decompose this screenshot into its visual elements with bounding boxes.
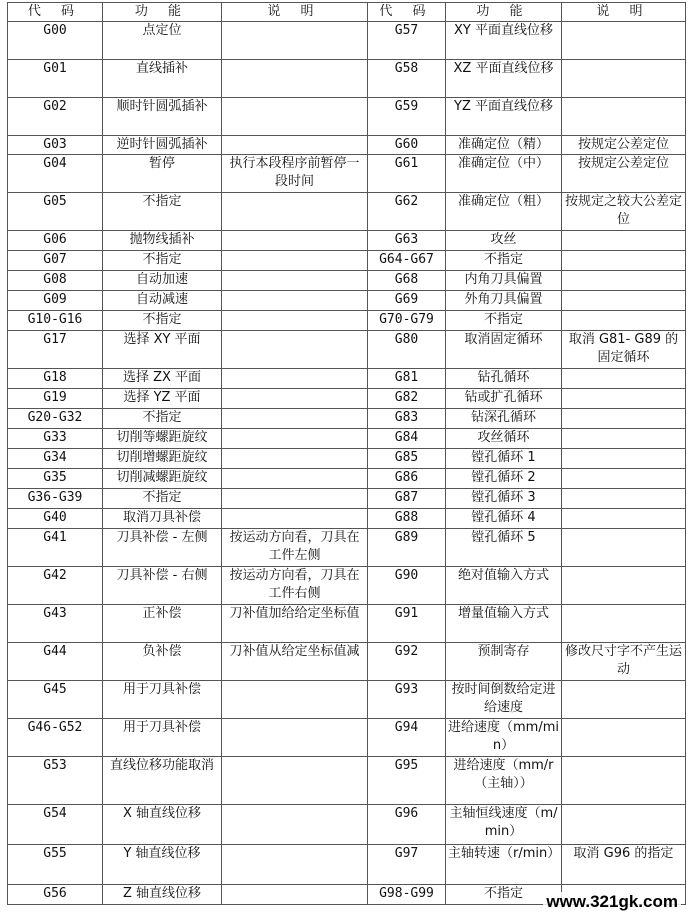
header-function-right: 功 能 xyxy=(446,3,562,22)
cell-function-right: 进给速度（mm/r（主轴）） xyxy=(446,757,562,805)
table-row xyxy=(8,719,686,757)
cell-note-right xyxy=(562,409,686,429)
gcode-table xyxy=(7,2,686,905)
cell-note-left xyxy=(222,311,368,331)
table-row xyxy=(8,193,686,231)
cell-code-left: G54 xyxy=(8,805,103,845)
cell-code-left: G07 xyxy=(8,251,103,271)
cell-code-left: G18 xyxy=(8,369,103,389)
cell-code-right: G88 xyxy=(368,509,446,529)
cell-note-left xyxy=(222,98,368,136)
cell-function-left: 切削减螺距旋纹 xyxy=(103,469,222,489)
cell-function-right: XY 平面直线位移 xyxy=(446,22,562,60)
cell-code-left: G55 xyxy=(8,845,103,885)
cell-function-left: 逆时针圆弧插补 xyxy=(103,136,222,155)
cell-note-right xyxy=(562,291,686,311)
cell-note-right: 取消 G81- G89 的固定循环 xyxy=(562,331,686,369)
cell-code-left: G46-G52 xyxy=(8,719,103,757)
cell-code-left: G42 xyxy=(8,567,103,605)
cell-note-right xyxy=(562,251,686,271)
cell-code-right: G98-G99 xyxy=(368,885,446,905)
cell-function-left: 自动减速 xyxy=(103,291,222,311)
table-row xyxy=(8,60,686,98)
cell-code-left: G41 xyxy=(8,529,103,567)
cell-code-right: G95 xyxy=(368,757,446,805)
cell-code-left: G10-G16 xyxy=(8,311,103,331)
cell-note-left: 刀补值加给给定坐标值 xyxy=(222,605,368,643)
table-row xyxy=(8,757,686,805)
table-row xyxy=(8,369,686,389)
cell-code-right: G63 xyxy=(368,231,446,251)
table-row xyxy=(8,449,686,469)
cell-code-left: G09 xyxy=(8,291,103,311)
cell-function-left: 选择 YZ 平面 xyxy=(103,389,222,409)
cell-function-right: 主轴恒线速度（m/min） xyxy=(446,805,562,845)
table-row xyxy=(8,489,686,509)
cell-function-right: 增量值输入方式 xyxy=(446,605,562,643)
cell-code-right: G93 xyxy=(368,681,446,719)
cell-code-right: G84 xyxy=(368,429,446,449)
cell-function-right: 钻孔循环 xyxy=(446,369,562,389)
cell-note-left xyxy=(222,681,368,719)
cell-function-right: XZ 平面直线位移 xyxy=(446,60,562,98)
cell-code-left: G45 xyxy=(8,681,103,719)
cell-function-left: 暂停 xyxy=(103,155,222,193)
cell-note-right xyxy=(562,529,686,567)
cell-note-left xyxy=(222,136,368,155)
cell-function-right: 钻或扩孔循环 xyxy=(446,389,562,409)
cell-function-left: 直线位移功能取消 xyxy=(103,757,222,805)
table-row xyxy=(8,567,686,605)
cell-code-left: G02 xyxy=(8,98,103,136)
cell-code-left: G36-G39 xyxy=(8,489,103,509)
cell-code-right: G60 xyxy=(368,136,446,155)
cell-note-left: 按运动方向看，刀具在工件左侧 xyxy=(222,529,368,567)
cell-function-left: 切削等螺距旋纹 xyxy=(103,429,222,449)
cell-note-left: 执行本段程序前暂停一段时间 xyxy=(222,155,368,193)
cell-function-right: 按时间倒数给定进给速度 xyxy=(446,681,562,719)
cell-function-left: 不指定 xyxy=(103,251,222,271)
header-code-left: 代 码 xyxy=(8,3,103,22)
cell-code-left: G43 xyxy=(8,605,103,643)
cell-note-left xyxy=(222,231,368,251)
cell-code-right: G94 xyxy=(368,719,446,757)
table-row xyxy=(8,271,686,291)
cell-function-right: 钻深孔循环 xyxy=(446,409,562,429)
cell-function-right: 镗孔循环 3 xyxy=(446,489,562,509)
cell-code-right: G61 xyxy=(368,155,446,193)
table-row xyxy=(8,643,686,681)
cell-note-left xyxy=(222,193,368,231)
cell-function-left: 顺时针圆弧插补 xyxy=(103,98,222,136)
cell-function-right: 镗孔循环 2 xyxy=(446,469,562,489)
cell-note-left xyxy=(222,409,368,429)
cell-note-right xyxy=(562,22,686,60)
cell-code-left: G03 xyxy=(8,136,103,155)
cell-note-left xyxy=(222,291,368,311)
cell-note-left xyxy=(222,389,368,409)
cell-code-right: G86 xyxy=(368,469,446,489)
cell-code-left: G17 xyxy=(8,331,103,369)
table-row xyxy=(8,291,686,311)
cell-note-left xyxy=(222,22,368,60)
cell-function-left: 选择 XY 平面 xyxy=(103,331,222,369)
cell-function-left: Z 轴直线位移 xyxy=(103,885,222,905)
table-row xyxy=(8,469,686,489)
table-row xyxy=(8,155,686,193)
cell-code-right: G97 xyxy=(368,845,446,885)
cell-code-right: G58 xyxy=(368,60,446,98)
cell-function-right: 攻丝循环 xyxy=(446,429,562,449)
cell-code-right: G90 xyxy=(368,567,446,605)
table-row xyxy=(8,845,686,885)
cell-note-right xyxy=(562,389,686,409)
cell-code-left: G40 xyxy=(8,509,103,529)
cell-note-right: 按规定公差定位 xyxy=(562,136,686,155)
cell-note-right xyxy=(562,231,686,251)
cell-function-left: 用于刀具补偿 xyxy=(103,719,222,757)
cell-function-right: 镗孔循环 5 xyxy=(446,529,562,567)
cell-function-left: 用于刀具补偿 xyxy=(103,681,222,719)
cell-note-right xyxy=(562,489,686,509)
cell-function-left: 直线插补 xyxy=(103,60,222,98)
cell-function-left: 正补偿 xyxy=(103,605,222,643)
table-row xyxy=(8,605,686,643)
cell-function-right: 内角刀具偏置 xyxy=(446,271,562,291)
cell-note-right xyxy=(562,449,686,469)
cell-note-right xyxy=(562,719,686,757)
cell-note-left: 按运动方向看，刀具在工件右侧 xyxy=(222,567,368,605)
table-row xyxy=(8,311,686,331)
cell-code-right: G83 xyxy=(368,409,446,429)
cell-function-right: 取消固定循环 xyxy=(446,331,562,369)
table-row xyxy=(8,22,686,60)
cell-note-right xyxy=(562,567,686,605)
cell-note-right xyxy=(562,681,686,719)
cell-function-left: 不指定 xyxy=(103,489,222,509)
cell-code-right: G81 xyxy=(368,369,446,389)
cell-function-right: 主轴转速（r/min） xyxy=(446,845,562,885)
table-row xyxy=(8,331,686,369)
cell-note-right xyxy=(562,805,686,845)
header-note-left: 说 明 xyxy=(222,3,368,22)
cell-note-right xyxy=(562,98,686,136)
cell-note-right xyxy=(562,311,686,331)
cell-note-right: 按规定公差定位 xyxy=(562,155,686,193)
header-row xyxy=(8,3,686,22)
cell-function-right: 绝对值输入方式 xyxy=(446,567,562,605)
table-row xyxy=(8,98,686,136)
table-row xyxy=(8,529,686,567)
cell-function-right: 镗孔循环 4 xyxy=(446,509,562,529)
cell-note-left xyxy=(222,449,368,469)
cell-code-left: G00 xyxy=(8,22,103,60)
cell-note-right xyxy=(562,271,686,291)
header-function-left: 功 能 xyxy=(103,3,222,22)
table-row xyxy=(8,409,686,429)
cell-function-right: 攻丝 xyxy=(446,231,562,251)
cell-note-right xyxy=(562,757,686,805)
cell-code-right: G87 xyxy=(368,489,446,509)
cell-note-right xyxy=(562,60,686,98)
cell-note-left xyxy=(222,757,368,805)
cell-code-left: G53 xyxy=(8,757,103,805)
cell-note-left xyxy=(222,60,368,98)
cell-code-right: G64-G67 xyxy=(368,251,446,271)
cell-function-left: 自动加速 xyxy=(103,271,222,291)
cell-code-right: G92 xyxy=(368,643,446,681)
cell-note-left xyxy=(222,509,368,529)
cell-code-left: G34 xyxy=(8,449,103,469)
cell-note-left xyxy=(222,489,368,509)
cell-code-left: G44 xyxy=(8,643,103,681)
cell-code-right: G57 xyxy=(368,22,446,60)
cell-code-left: G33 xyxy=(8,429,103,449)
table-row xyxy=(8,231,686,251)
cell-function-left: 刀具补偿 - 右侧 xyxy=(103,567,222,605)
cell-note-right: 修改尺寸字不产生运动 xyxy=(562,643,686,681)
cell-function-left: 点定位 xyxy=(103,22,222,60)
cell-function-right: 进给速度（mm/min） xyxy=(446,719,562,757)
cell-code-left: G19 xyxy=(8,389,103,409)
cell-code-right: G82 xyxy=(368,389,446,409)
cell-code-left: G35 xyxy=(8,469,103,489)
table-row xyxy=(8,251,686,271)
cell-note-left xyxy=(222,251,368,271)
cell-function-right: 不指定 xyxy=(446,251,562,271)
cell-note-right xyxy=(562,429,686,449)
cell-function-left: 负补偿 xyxy=(103,643,222,681)
table-row xyxy=(8,805,686,845)
cell-code-left: G05 xyxy=(8,193,103,231)
cell-code-left: G01 xyxy=(8,60,103,98)
cell-function-left: 不指定 xyxy=(103,193,222,231)
cell-note-right: 取消 G96 的指定 xyxy=(562,845,686,885)
table-body xyxy=(8,22,686,905)
cell-note-left xyxy=(222,429,368,449)
cell-note-left xyxy=(222,845,368,885)
table-row xyxy=(8,429,686,449)
cell-code-right: G69 xyxy=(368,291,446,311)
header-note-right: 说 明 xyxy=(562,3,686,22)
cell-function-right: 准确定位（精） xyxy=(446,136,562,155)
cell-code-right: G62 xyxy=(368,193,446,231)
cell-code-right: G85 xyxy=(368,449,446,469)
cell-function-right: YZ 平面直线位移 xyxy=(446,98,562,136)
cell-function-right: 准确定位（粗） xyxy=(446,193,562,231)
cell-function-right: 预制寄存 xyxy=(446,643,562,681)
cell-function-left: 不指定 xyxy=(103,409,222,429)
cell-function-right: 不指定 xyxy=(446,311,562,331)
cell-note-right xyxy=(562,509,686,529)
cell-function-right: 不指定 xyxy=(446,885,562,905)
table-row xyxy=(8,389,686,409)
cell-code-left: G08 xyxy=(8,271,103,291)
cell-code-left: G06 xyxy=(8,231,103,251)
cell-note-left xyxy=(222,271,368,291)
cell-code-right: G59 xyxy=(368,98,446,136)
cell-note-left xyxy=(222,331,368,369)
cell-note-left: 刀补值从给定坐标值减 xyxy=(222,643,368,681)
cell-function-left: 取消刀具补偿 xyxy=(103,509,222,529)
cell-note-right xyxy=(562,369,686,389)
cell-code-left: G56 xyxy=(8,885,103,905)
table-row xyxy=(8,681,686,719)
cell-note-left xyxy=(222,885,368,905)
table-row xyxy=(8,136,686,155)
header-code-right: 代 码 xyxy=(368,3,446,22)
cell-function-right: 镗孔循环 1 xyxy=(446,449,562,469)
cell-note-right: 按规定之较大公差定位 xyxy=(562,193,686,231)
cell-function-left: 抛物线插补 xyxy=(103,231,222,251)
table-row xyxy=(8,509,686,529)
cell-function-left: 切削增螺距旋纹 xyxy=(103,449,222,469)
cell-function-left: X 轴直线位移 xyxy=(103,805,222,845)
cell-code-left: G20-G32 xyxy=(8,409,103,429)
cell-note-left xyxy=(222,805,368,845)
cell-note-left xyxy=(222,719,368,757)
cell-code-right: G80 xyxy=(368,331,446,369)
cell-code-right: G91 xyxy=(368,605,446,643)
cell-note-right xyxy=(562,469,686,489)
cell-function-right: 准确定位（中） xyxy=(446,155,562,193)
cell-note-right xyxy=(562,605,686,643)
cell-code-left: G04 xyxy=(8,155,103,193)
cell-code-right: G68 xyxy=(368,271,446,291)
cell-code-right: G70-G79 xyxy=(368,311,446,331)
cell-function-left: 刀具补偿 - 左侧 xyxy=(103,529,222,567)
cell-function-left: 不指定 xyxy=(103,311,222,331)
cell-note-left xyxy=(222,369,368,389)
cell-function-left: 选择 ZX 平面 xyxy=(103,369,222,389)
cell-function-left: Y 轴直线位移 xyxy=(103,845,222,885)
cell-function-right: 外角刀具偏置 xyxy=(446,291,562,311)
cell-note-left xyxy=(222,469,368,489)
site-watermark: www.321gk.com xyxy=(543,892,681,912)
cell-code-right: G89 xyxy=(368,529,446,567)
cell-code-right: G96 xyxy=(368,805,446,845)
